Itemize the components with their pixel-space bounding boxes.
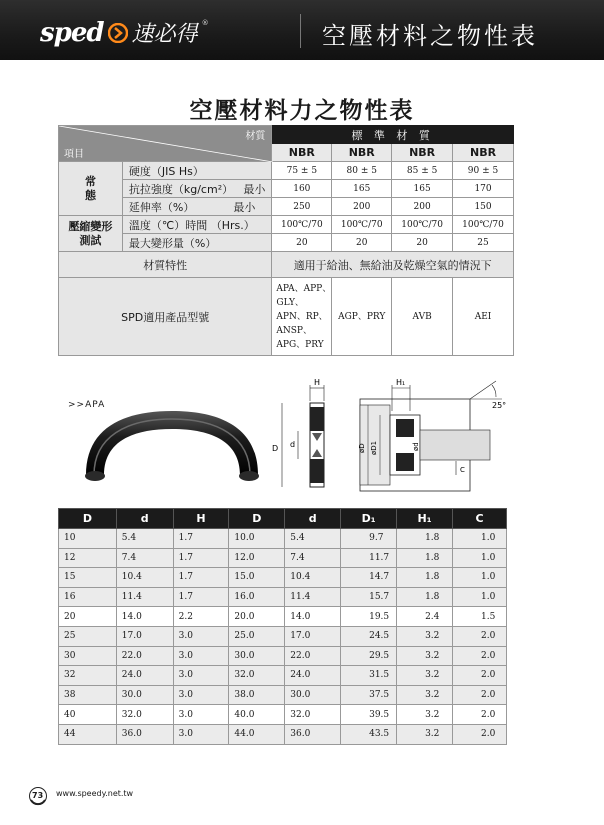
table-cell: 1.8 xyxy=(397,587,453,607)
table-cell: 30.0 xyxy=(116,685,173,705)
table-cell: 11.4 xyxy=(116,587,173,607)
cell-value: 170 xyxy=(453,180,514,198)
logo-arrow-icon xyxy=(108,23,128,43)
logo-chinese-name: 速必得 xyxy=(131,22,198,47)
registered-mark: ® xyxy=(201,19,209,27)
table-cell: 3.0 xyxy=(173,666,229,686)
table-cell: 20 xyxy=(59,607,117,627)
table-cell: 31.5 xyxy=(341,666,397,686)
cell-value: 20 xyxy=(272,234,332,252)
cell-value: 250 xyxy=(272,198,332,216)
table-cell: 15.7 xyxy=(341,587,397,607)
table-cell: 40 xyxy=(59,705,117,725)
column-header: H xyxy=(173,509,229,529)
table-cell: 10.0 xyxy=(229,529,285,549)
table-row xyxy=(59,724,507,744)
table-cell: 10 xyxy=(59,529,117,549)
table-cell: 1.0 xyxy=(452,548,506,568)
models-cell: APA、APP、GLY、APN、RP、ANSP、APG、PRY xyxy=(272,278,332,356)
row-label-hardness: 硬度（JIS Hs） xyxy=(122,162,272,180)
table-cell: 3.0 xyxy=(173,626,229,646)
min-label: 最小 xyxy=(233,200,256,214)
cell-value: 20 xyxy=(392,234,453,252)
table-row xyxy=(59,705,507,725)
table-cell: 3.0 xyxy=(173,705,229,725)
table-cell: 1.5 xyxy=(452,607,506,627)
seal-ring-image xyxy=(80,405,265,485)
min-label: 最小 xyxy=(243,182,266,196)
table-cell: 32.0 xyxy=(116,705,173,725)
cell-value: 90 ± 5 xyxy=(453,162,514,180)
table-row xyxy=(59,548,507,568)
table-row xyxy=(59,607,507,627)
table-cell: 30.0 xyxy=(285,685,341,705)
dim-D-label: D xyxy=(272,444,279,453)
table-cell: 44.0 xyxy=(229,724,285,744)
table-cell: 1.7 xyxy=(173,568,229,588)
row-label-temperature: 溫度（℃）時間 （Hrs.） xyxy=(122,216,272,234)
logo-wordmark: sped xyxy=(40,17,104,48)
website-url: www.speedy.net.tw xyxy=(56,789,134,798)
category-compression: 壓縮變形測試 xyxy=(59,216,123,252)
table-cell: 1.8 xyxy=(397,529,453,549)
table-cell: 3.0 xyxy=(173,646,229,666)
table-cell: 2.0 xyxy=(452,646,506,666)
table-cell: 2.0 xyxy=(452,705,506,725)
table-cell: 36.0 xyxy=(285,724,341,744)
table-corner-cell xyxy=(59,126,272,162)
property-label: 材質特性 xyxy=(59,252,272,278)
table-cell: 2.0 xyxy=(452,626,506,646)
table-cell: 1.8 xyxy=(397,548,453,568)
table-cell: 30 xyxy=(59,646,117,666)
cell-value: 20 xyxy=(332,234,392,252)
table-cell: 2.0 xyxy=(452,685,506,705)
table-cell: 2.2 xyxy=(173,607,229,627)
table-cell: 29.5 xyxy=(341,646,397,666)
table-cell: 11.7 xyxy=(341,548,397,568)
table-row xyxy=(59,666,507,686)
table-cell: 24.5 xyxy=(341,626,397,646)
corner-material-label: 材質 xyxy=(245,131,266,142)
table-cell: 10.4 xyxy=(116,568,173,588)
table-cell: 2.4 xyxy=(397,607,453,627)
table-cell: 17.0 xyxy=(285,626,341,646)
cell-value: 150 xyxy=(453,198,514,216)
table-cell: 1.7 xyxy=(173,548,229,568)
table-cell: 12 xyxy=(59,548,117,568)
dim-C-label: C xyxy=(460,466,465,474)
table-cell: 15.0 xyxy=(229,568,285,588)
table-cell: 1.7 xyxy=(173,587,229,607)
table-cell: 14.7 xyxy=(341,568,397,588)
dim-H-label: H xyxy=(314,378,321,387)
table-cell: 3.0 xyxy=(173,724,229,744)
table-cell: 1.0 xyxy=(452,568,506,588)
row-label-deformation: 最大變形量（%） xyxy=(122,234,272,252)
table-cell: 32.0 xyxy=(285,705,341,725)
table-cell: 14.0 xyxy=(116,607,173,627)
table-cell: 2.0 xyxy=(452,724,506,744)
table-cell: 39.5 xyxy=(341,705,397,725)
table-cell: 10.4 xyxy=(285,568,341,588)
table-header-row xyxy=(59,509,507,529)
header-bar xyxy=(0,0,604,60)
table-cell: 25.0 xyxy=(229,626,285,646)
cell-value: 100℃/70 xyxy=(453,216,514,234)
dim-phid-label: ød xyxy=(412,442,420,451)
series-label: >>APA xyxy=(68,400,106,410)
column-header: D xyxy=(229,509,285,529)
table-cell: 38 xyxy=(59,685,117,705)
dim-d-label: d xyxy=(290,440,296,449)
technical-drawing xyxy=(270,375,510,500)
cell-value: 165 xyxy=(332,180,392,198)
cell-value: 85 ± 5 xyxy=(392,162,453,180)
table-cell: 16 xyxy=(59,587,117,607)
row-label-elongation: 延伸率（%） 最小 xyxy=(122,198,272,216)
cell-value: 100℃/70 xyxy=(272,216,332,234)
standard-material-header: 標 準 材 質 xyxy=(272,126,514,144)
dim-phiD1-label: øD1 xyxy=(370,440,378,455)
table-cell: 1.8 xyxy=(397,568,453,588)
table-cell: 1.0 xyxy=(452,529,506,549)
table-cell: 3.2 xyxy=(397,626,453,646)
table-cell: 16.0 xyxy=(229,587,285,607)
models-cell: AGP、PRY xyxy=(332,278,392,356)
dimensions-table xyxy=(58,508,507,745)
table-cell: 3.0 xyxy=(173,685,229,705)
table-cell: 12.0 xyxy=(229,548,285,568)
cell-value: 75 ± 5 xyxy=(272,162,332,180)
page-title: 空壓材料力之物性表 xyxy=(189,98,415,124)
dim-phiD-label: øD xyxy=(358,443,366,453)
column-header: H₁ xyxy=(397,509,453,529)
models-label: SPD適用產品型號 xyxy=(59,278,272,356)
table-cell: 17.0 xyxy=(116,626,173,646)
table-row xyxy=(59,626,507,646)
diagonal-line xyxy=(59,126,273,162)
table-cell: 7.4 xyxy=(116,548,173,568)
table-cell: 11.4 xyxy=(285,587,341,607)
table-cell: 24.0 xyxy=(116,666,173,686)
cell-value: 80 ± 5 xyxy=(332,162,392,180)
column-header: D₁ xyxy=(341,509,397,529)
dim-H1-label: H₁ xyxy=(396,378,406,387)
table-cell: 5.4 xyxy=(285,529,341,549)
row-label-tensile: 抗拉強度（kg/cm²） 最小 xyxy=(122,180,272,198)
material-header: NBR xyxy=(453,144,514,162)
column-header: d xyxy=(116,509,173,529)
table-cell: 1.0 xyxy=(452,587,506,607)
table-cell: 38.0 xyxy=(229,685,285,705)
cell-value: 200 xyxy=(392,198,453,216)
table-cell: 30.0 xyxy=(229,646,285,666)
table-cell: 3.2 xyxy=(397,666,453,686)
header-divider xyxy=(300,14,301,48)
cell-value: 165 xyxy=(392,180,453,198)
cell-value: 100℃/70 xyxy=(332,216,392,234)
models-cell: AEI xyxy=(453,278,514,356)
table-cell: 3.2 xyxy=(397,705,453,725)
table-cell: 20.0 xyxy=(229,607,285,627)
material-header: NBR xyxy=(272,144,332,162)
table-cell: 14.0 xyxy=(285,607,341,627)
page-number: 73 xyxy=(32,791,44,800)
table-cell: 7.4 xyxy=(285,548,341,568)
table-cell: 22.0 xyxy=(285,646,341,666)
category-normal: 常態 xyxy=(59,162,123,216)
column-header: C xyxy=(452,509,506,529)
table-row xyxy=(59,568,507,588)
material-header: NBR xyxy=(392,144,453,162)
table-cell: 40.0 xyxy=(229,705,285,725)
table-cell: 5.4 xyxy=(116,529,173,549)
table-cell: 9.7 xyxy=(341,529,397,549)
table-cell: 1.7 xyxy=(173,529,229,549)
table-cell: 25 xyxy=(59,626,117,646)
table-row xyxy=(59,587,507,607)
material-header: NBR xyxy=(332,144,392,162)
column-header: d xyxy=(285,509,341,529)
material-properties-table xyxy=(58,125,514,356)
brand-logo xyxy=(40,17,209,48)
table-cell: 3.2 xyxy=(397,724,453,744)
cell-value: 100℃/70 xyxy=(392,216,453,234)
dimensions-table-body xyxy=(59,529,507,745)
table-cell: 32 xyxy=(59,666,117,686)
cell-value: 200 xyxy=(332,198,392,216)
table-cell: 22.0 xyxy=(116,646,173,666)
header-title: 空壓材料之物性表 xyxy=(322,22,538,50)
table-cell: 24.0 xyxy=(285,666,341,686)
cell-value: 160 xyxy=(272,180,332,198)
table-cell: 19.5 xyxy=(341,607,397,627)
table-cell: 3.2 xyxy=(397,646,453,666)
table-cell: 3.2 xyxy=(397,685,453,705)
cell-value: 25 xyxy=(453,234,514,252)
table-row xyxy=(59,685,507,705)
property-value: 適用于給油、無給油及乾燥空氣的情況下 xyxy=(272,252,514,278)
corner-item-label: 項目 xyxy=(64,149,84,160)
table-row xyxy=(59,646,507,666)
table-row xyxy=(59,529,507,549)
table-cell: 15 xyxy=(59,568,117,588)
table-cell: 43.5 xyxy=(341,724,397,744)
table-cell: 44 xyxy=(59,724,117,744)
table-cell: 32.0 xyxy=(229,666,285,686)
angle-label: 25° xyxy=(492,401,507,410)
table-cell: 2.0 xyxy=(452,666,506,686)
table-cell: 37.5 xyxy=(341,685,397,705)
column-header: D xyxy=(59,509,117,529)
table-cell: 36.0 xyxy=(116,724,173,744)
models-cell: AVB xyxy=(392,278,453,356)
